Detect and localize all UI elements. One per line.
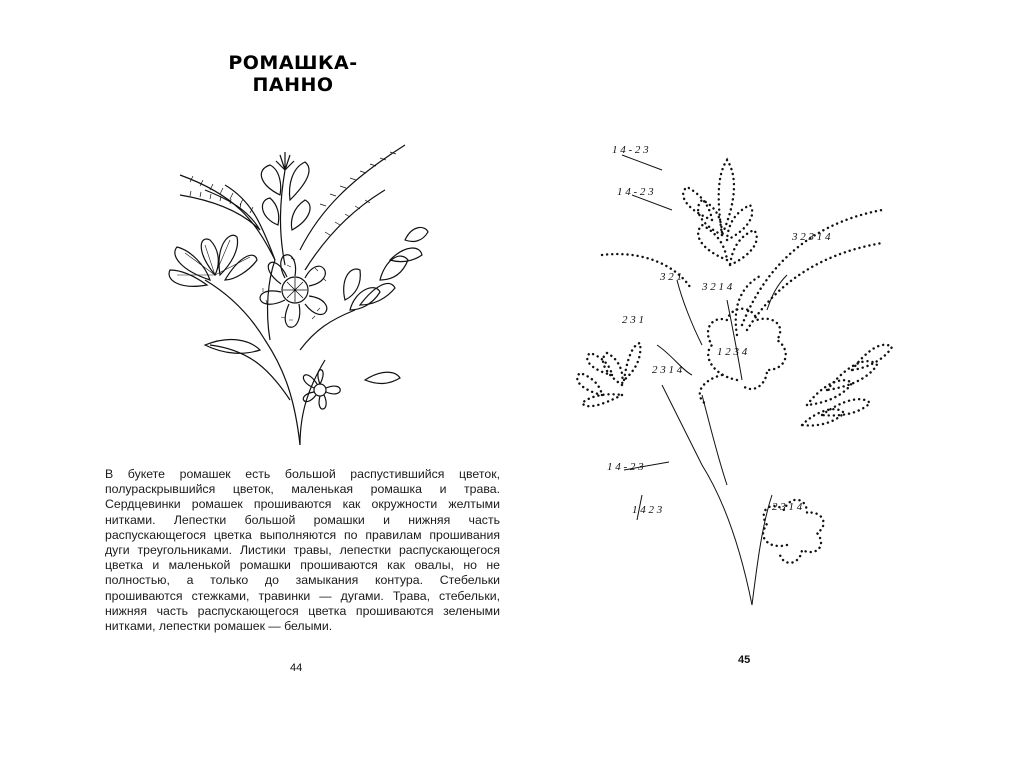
label-grass5: 3 2 3 1 4 <box>792 231 831 243</box>
label-small: 2 3 1 4 <box>772 501 803 513</box>
label-midL: 2 3 1 4 <box>652 364 683 376</box>
label-leafL: 2 3 1 <box>622 314 644 326</box>
label-lowL: 1 4 2 3 <box>632 504 663 516</box>
chamomile-bouquet-illustration <box>150 100 450 455</box>
body-paragraph <box>105 467 500 634</box>
page-number-left: 44 <box>290 662 303 674</box>
body-text: В букете ромашек есть большой распустившийся цветок, полураскрывшийся цветок, маленькая ромашка и трава. Сердцевинки ромашек прошиваются как окружности желтыми нитками. Лепестки большой ромашки и нижняя часть распускающегося цветка выполняются по правилам прошивания дуги треугольниками. Листики травы, лепестки распускающегося цветка и маленькой ромашки прошиваются как овалы, но не полностью, а только до замыкания контура. Стебельки прошиваются стежками, травинки — дугами. Трава, стебельки, нижняя часть распускающегося цветка прошиваются зелеными нитками, лепестки ромашек — белыми. <box>105 467 500 634</box>
stitch-pattern-diagram <box>562 125 922 615</box>
label-grass1: 1 4 - 2 3 <box>612 144 649 156</box>
label-grass4: 3 2 1 4 <box>702 281 733 293</box>
label-grass2: 1 4 - 2 3 <box>617 186 654 198</box>
page-number-right: 45 <box>738 654 751 666</box>
page-title: РОМАШКА-ПАННО <box>228 52 358 96</box>
label-stemL: 1 4 - 2 3 <box>607 461 644 473</box>
label-grass3: 3 2 1 <box>660 271 682 283</box>
label-bud: 1 2 3 4 <box>717 346 748 358</box>
right-page <box>512 0 1024 767</box>
